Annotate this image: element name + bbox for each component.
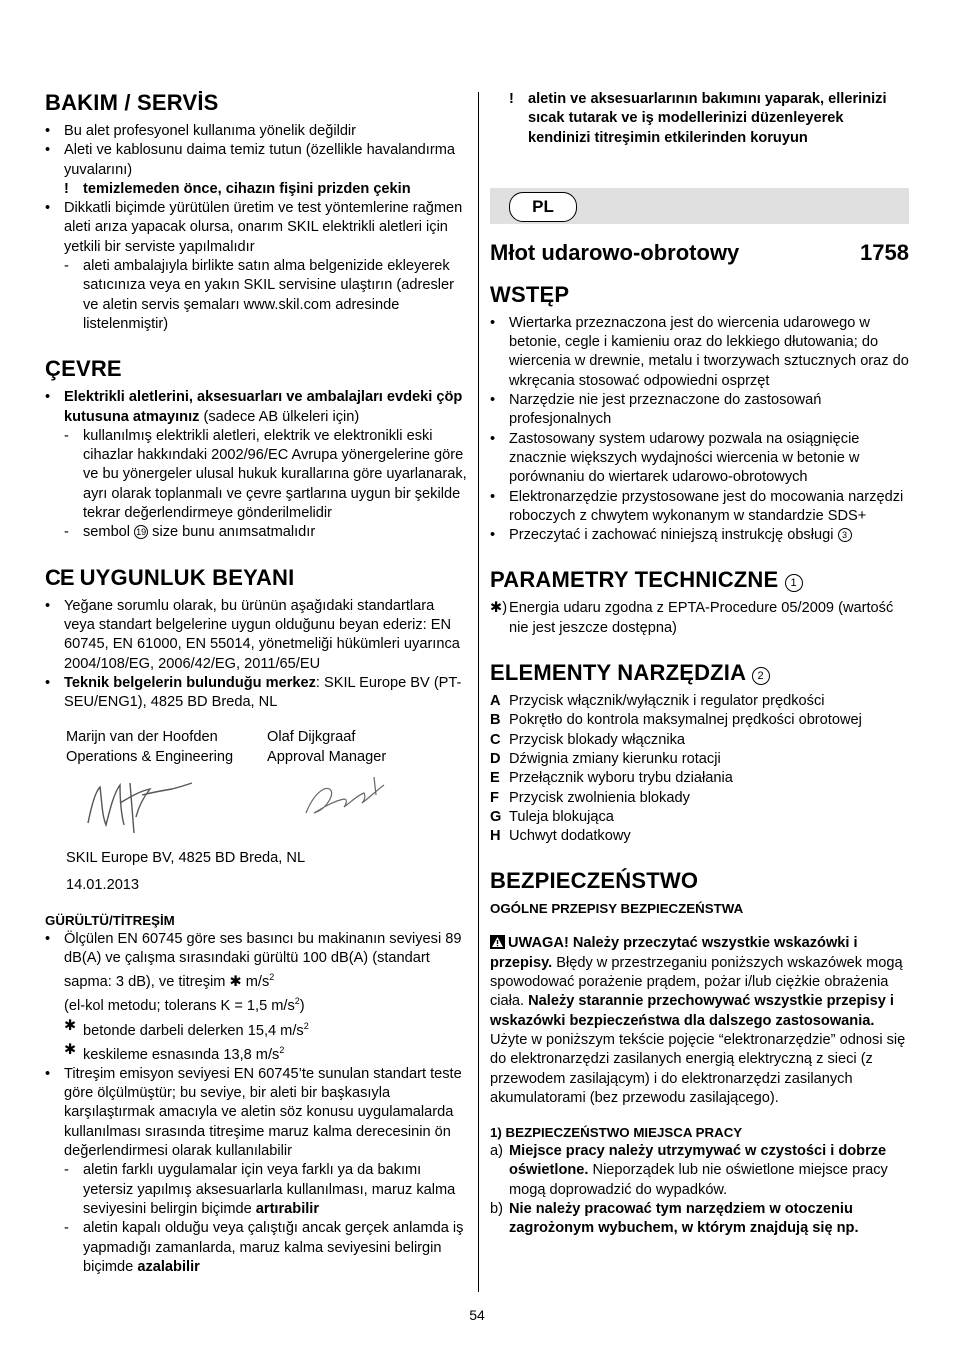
sub-list-item: - aleti ambalajıyla birlikte satın alma belgenizide ekleyerek satıcınıza veya en yakın SKIL servisine ulaştırın (adresler ve aletin servis şemaları www.skil.com adresinde listelenmiştir) <box>64 258 454 332</box>
figure-reference: 1 <box>785 574 803 592</box>
list-item: • Ölçülen EN 60745 göre ses basıncı bu makinanın seviyesi 89 dB(A) ve çalışma sırasındaki gürültü 100 dB(A) (standart sapma: 3 dB), ve titreşim ✱ $m/s^2$ (el-kol metodu; tolerans K = 1,5 $m/s^2$) <box>45 930 462 1015</box>
rule-item: b) Nie należy pracować tym narzędziem w otoczeniu zagrożonym wybuchem, w którym znajdują się np. <box>490 1200 859 1237</box>
list-item: F Przycisk zwolnienia blokady <box>490 789 690 806</box>
signatory-name: Olaf Dijkgraaf <box>267 729 356 746</box>
signatory-role: Approval Manager <box>267 748 387 765</box>
signature-1-icon <box>80 773 200 839</box>
list-item: • Elektrikli aletlerini, aksesuarları ve ambalajları evdeki çöp kutusuna atmayınız (sadece AB ülkeleri için) <box>45 389 463 425</box>
footnote: ✱) Energia udaru zgodna z EPTA-Procedure 05/2009 (wartość nie jest jeszcze dostępna) <box>490 600 894 636</box>
signatory-role: Operations & Engineering <box>66 748 234 765</box>
list-item: • Aleti ve kablosunu daima temiz tutun (özellikle havalandırma yuvalarını) <box>45 142 455 178</box>
section-title-elementy: ELEMENTY NARZĘDZIA 2 <box>490 660 909 686</box>
list-item: • Elektronarzędzie przystosowane jest do mocowania narzędzi roboczych z chwytem wykonanym w standardzie SDS+ <box>490 488 904 524</box>
warning-paragraph: UWAGA! Należy przeczytać wszystkie wskazówki i przepisy. Błędy w przestrzeganiu poniższych wskazówek mogą spowodować porażenie prądem, pożar i/lub ciężkie obrażenia ciała. Należy starannie przechowywać wszystkie przepisy i wskazówki bezpieczeństwa dla dalszego zastosowania. Użyte w poniższym tekście pojęcie “elektronarzędzie” odnosi się do elektronarzędzi zasilanych energią elektryczną z sieci (z przewodem zasilającym) i do elektronarzędzi zasilanych akumulatorami (bez przewodu zasilającego). <box>490 935 906 1106</box>
sub-list-item: - sembol 19 size bunu anımsatmalıdır <box>64 524 316 541</box>
warning-note: ! temizlemeden önce, cihazın fişini prizden çekin <box>64 180 411 197</box>
list-item: C Przycisk blokady włącznika <box>490 731 685 748</box>
rule-item: a) Miejsce pracy należy utrzymywać w czystości i dobrze oświetlone. Nieporządek lub nie oświetlone miejsce pracy mogą doprowadzić do wypadków. <box>490 1143 888 1198</box>
list-item: • Narzędzie nie jest przeznaczone do zastosowań profesjonalnych <box>490 392 822 428</box>
signatories <box>45 728 468 767</box>
figure-reference: 2 <box>752 667 770 685</box>
list-item: • Titreşim emisyon seviyesi EN 60745’te sunulan standart teste göre ölçülmüştür; bu seviye, bir aleti bir başkasıyla karşılaştırmak amacıyla ve aletin söz konusu uygulamalarda kullanılması sırasında titreşime maruz kalma derecesinin ön değerlendirmesi olarak kullanılabilir <box>45 1065 462 1160</box>
section-title-bakim: BAKIM / SERVİS <box>45 90 219 115</box>
sub-list-item: - kullanılmış elektrikli aletleri, elektrik ve elektronikli eski cihazlar hakkındaki 2002/96/EC Avrupa yönergelerine göre ve bu yönergeler ulusal hukuk kurallarına göre uyarlanarak, ayrı olarak toplanmalı ve çevre şartlarına uygun bir şekilde tekrar değerlendirmeye gönderilmelidir <box>64 427 467 522</box>
product-header <box>490 240 909 266</box>
list-item: • Teknik belgelerin bulunduğu merkez: SKIL Europe BV (PT-SEU/ENG1), 4825 BD Breda, NL <box>45 674 462 711</box>
figure-reference: 3 <box>838 528 852 542</box>
warning-triangle-icon <box>490 935 505 949</box>
vibration-value: ✱ keskileme esnasında 13,8 $m/s^2$ <box>64 1041 285 1063</box>
list-item: • Yeğane sorumlu olarak, bu ürünün aşağıdaki standartlara veya standart belgelerine uygun olduğunu beyan ederiz: EN 60745, EN 61000, EN 55014, yönetmeliği hükümleri uyarınca 2004/108/EG, 2006/42/EG, 2011/65/EU <box>45 597 460 672</box>
product-number: 1758 <box>860 239 909 265</box>
section-title-uygunluk: CE UYGUNLUK BEYANI <box>45 564 295 590</box>
right-column <box>490 90 909 1239</box>
warning-note: ! aletin ve aksesuarlarının bakımını yaparak, ellerinizi sıcak tutarak ve iş modellerinizi düzenleyerek kendinizi titreşimin etkilerinden koruyun <box>509 91 887 146</box>
signatory-name: Marijn van der Hoofden <box>66 729 218 746</box>
list-item: • Dikkatli biçimde yürütülen üretim ve test yöntemlerine rağmen aleti arıza yapacak olursa, onarım SKIL elektrikli aletleri için yetkili bir serviste yapılmalıdır <box>45 200 463 255</box>
section-title-parametry: PARAMETRY TECHNICZNE 1 <box>490 567 909 593</box>
language-badge: PL <box>509 192 577 222</box>
subsection-title: 1) BEZPIECZEŃSTWO MIEJSCA PRACY <box>490 1125 743 1141</box>
list-item: G Tuleja blokująca <box>490 808 614 825</box>
signatures <box>45 773 468 843</box>
list-item: • Wiertarka przeznaczona jest do wiercenia udarowego w betonie, cegle i kamieniu oraz do lekkiego dłutowania; do wiercenia w drewnie, metalu i tworzywach sztucznych oraz do wkręcania stosować odpowiedni osprzęt <box>490 314 909 389</box>
section-title-bezpieczenstwo: BEZPIECZEŃSTWO <box>490 868 699 894</box>
signature-2-icon <box>300 773 390 823</box>
ce-mark-icon: CE <box>45 564 74 590</box>
list-item: D Dźwignia zmiany kierunku rotacji <box>490 750 721 767</box>
sub-list-item: - aletin farklı uygulamalar için veya farklı ya da bakımı yetersiz yapılmış aksesuarlarla kullanılması, maruz kalma seviyesini belirgin biçimde artırabilir <box>64 1162 456 1217</box>
company-address: SKIL Europe BV, 4825 BD Breda, NL <box>66 850 306 867</box>
left-column <box>45 90 468 1277</box>
product-name: Młot udarowo-obrotowy <box>490 239 740 265</box>
list-item: • Bu alet profesyonel kullanıma yönelik değildir <box>45 123 357 139</box>
sub-list-item: - aletin kapalı olduğu veya çalıştığı ancak gerçek anlamda iş yapmadığı zamanlarda, maruz kalma seviyesini belirgin biçimde azalabilir <box>64 1220 464 1275</box>
list-item: B Pokrętło do kontrola maksymalnej prędkości obrotowej <box>490 712 862 729</box>
section-title-wstep: WSTĘP <box>490 281 570 307</box>
section-title-gurultu: GÜRÜLTÜ/TİTREŞİM <box>45 912 175 928</box>
column-divider <box>478 92 479 1292</box>
vibration-value: ✱ betonde darbeli delerken 15,4 $m/s^2$ <box>64 1017 309 1039</box>
list-item: H Uchwyt dodatkowy <box>490 828 631 845</box>
symbol-number: 19 <box>136 527 147 538</box>
list-item: E Przełącznik wyboru trybu działania <box>490 770 733 787</box>
list-item: A Przycisk włącznik/wyłącznik i regulator prędkości <box>490 693 825 710</box>
language-bar <box>490 188 909 224</box>
list-item: • Zastosowany system udarowy pozwala na osiągnięcie znacznie większych wydajności wiercenia w betonie w porównaniu do wiertarek udarowo-obrotowych <box>490 430 860 486</box>
list-item: • Przeczytać i zachować niniejszą instrukcję obsługi 3 <box>490 526 909 545</box>
parts-list <box>490 692 909 846</box>
page-number: 54 <box>469 1307 485 1323</box>
declaration-date: 14.01.2013 <box>66 877 140 894</box>
section-title-cevre: ÇEVRE <box>45 356 122 382</box>
subsection-title: OGÓLNE PRZEPISY BEZPIECZEŃSTWA <box>490 901 744 917</box>
